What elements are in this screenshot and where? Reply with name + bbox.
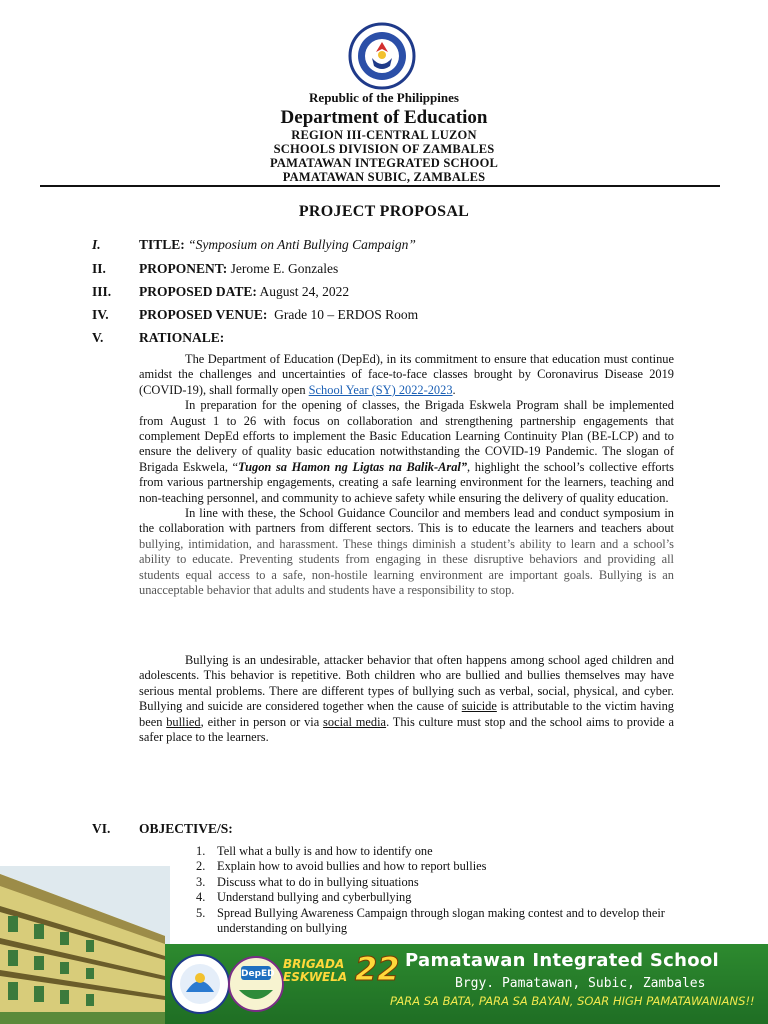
item-value: “Symposium on Anti Bullying Campaign”: [188, 237, 416, 252]
bullied-link[interactable]: bullied: [166, 714, 201, 729]
item-number: V.: [92, 330, 104, 345]
text-span: In preparation for the opening of classes, the Brigada Eskwela Program shall be implemented from August 1 to 26 with focus on collaboration and strengthening partnership engagements that complement DepEd efforts to implement the Basic Education Learning Continuity Plan (BE-LCP) and to ensure the delivery of quality basic education notwithstanding the COVID-19 Pandemic. The slogan of Brigada Eskwela, “: [139, 398, 674, 474]
rationale-paragraph: [139, 653, 674, 745]
footer-banner: [165, 944, 768, 1024]
header-school: PAMATAWAN INTEGRATED SCHOOL: [269, 156, 499, 170]
list-number: 1.: [196, 844, 206, 858]
text-span: . This culture must stop and the school aims to provide a safer place to the learners.: [139, 714, 674, 745]
list-text: Explain how to avoid bullies and how to report bullies: [217, 859, 487, 874]
item-label: TITLE:: [139, 237, 185, 252]
text-span: bullying, intimidation, and harassment. These things diminish a student’s ability to learn and a school’s ability to educate. Preventing students from engaging in these disruptive behaviors and providing all students equal access to a safe, non-hostile learning environment are important goals. Bullying is an unacceptable behavior that adults and students have a responsibility to stop.: [139, 536, 674, 598]
rationale-bullying: [139, 653, 674, 745]
banner-address: Brgy. Pamatawan, Subic, Zambales: [455, 976, 706, 991]
school-building-image: [0, 866, 170, 1024]
item-label: PROPOSED DATE:: [139, 284, 257, 299]
item-number: III.: [92, 284, 112, 299]
list-item: [196, 875, 676, 890]
rationale-paragraph: [139, 506, 674, 598]
item-number: II.: [92, 261, 106, 276]
banner-school-name: Pamatawan Integrated School: [405, 950, 720, 971]
text-span: , either in person or via: [200, 714, 324, 729]
text-span: Bullying is an undesirable, attacker behavior that often happens among school aged children and adolescents. This behavior is repetitive. Both children who are bullied and bullies themselves may have serious mental problems. There are different types of bullying such as verbal, social, physical, and cyber. Bullying and suicide are considered together when the cause of: [139, 653, 674, 714]
brigada-slogan: Tugon sa Hamon ng Ligtas na Balik-Aral”: [238, 459, 468, 474]
deped-seal-icon: [344, 22, 420, 90]
list-item: [196, 890, 676, 905]
header-division: SCHOOLS DIVISION OF ZAMBALES: [273, 142, 495, 156]
text-span: , highlight the school’s collective efforts from various partnership engagements, creating a safe learning environment for the learners, teaching and non-teaching personnel, and community to achieve safety while ensuring the delivery of quality education.: [139, 459, 675, 505]
header-department: Department of Education: [280, 107, 488, 128]
item-number: I.: [92, 237, 101, 252]
list-item: [196, 859, 676, 874]
list-number: 3.: [196, 874, 206, 889]
rationale-paragraph: [139, 352, 674, 398]
text-span: In line with these, the School Guidance Councilor and members lead and conduct symposium in the collaboration with partners from different sectors. This is to educate the learners and teachers about: [139, 506, 674, 536]
header-address: PAMATAWAN SUBIC, ZAMBALES: [282, 170, 486, 184]
list-text: Tell what a bully is and how to identify one: [217, 844, 433, 858]
suicide-link[interactable]: suicide: [461, 699, 497, 714]
brigada-text: BRIGADA: [283, 957, 345, 971]
objectives-list: [196, 844, 676, 936]
text-span: .: [452, 382, 456, 397]
list-text: Understand bullying and cyberbullying: [217, 890, 412, 905]
brigada-eskwela-logo: [283, 958, 347, 984]
school-logo-icon: [227, 946, 285, 1022]
header-region: REGION III-CENTRAL LUZON: [291, 128, 477, 142]
list-text: Discuss what to do in bullying situations: [217, 874, 419, 889]
eskwela-text: ESKWELA: [283, 970, 348, 984]
deped-logo-text: DepED: [241, 969, 275, 979]
social-media-link[interactable]: social media: [323, 714, 387, 729]
doc-title: PROJECT PROPOSAL: [298, 203, 470, 220]
banner-slogan: PARA SA BATA, PARA SA BAYAN, SOAR HIGH PAMATAWANIANS!!: [390, 994, 755, 1008]
text-span: is attributable to the victim having been: [139, 699, 674, 729]
item-number: VI.: [92, 821, 111, 836]
list-item: [196, 906, 676, 937]
list-number: 2.: [196, 859, 206, 874]
rationale-body: [139, 352, 674, 599]
header-divider: [40, 185, 720, 187]
item-number: IV.: [92, 307, 109, 322]
item-label: PROPOSED VENUE:: [139, 307, 268, 322]
item-value: Jerome E. Gonzales: [230, 261, 339, 276]
list-item: [196, 844, 676, 859]
rationale-paragraph: [139, 398, 674, 506]
list-number: 5.: [196, 905, 206, 920]
division-logo-icon: [169, 948, 231, 1020]
school-year-link[interactable]: School Year (SY) 2022-2023: [308, 382, 453, 397]
list-number: 4.: [196, 890, 206, 905]
header-republic: Republic of the Philippines: [309, 90, 459, 105]
brigada-year: 22: [355, 950, 400, 988]
text-span: The Department of Education (DepEd), in its commitment to ensure that education must continue amidst the challenges and uncertainties of face-to-face classes brought by Coronavirus Disease 2019 (COVID-19), shall formally open: [139, 352, 674, 397]
item-label: RATIONALE:: [139, 330, 225, 345]
item-value: Grade 10 – ERDOS Room: [274, 307, 419, 322]
list-text: Spread Bullying Awareness Campaign through slogan making contest and to develop their understanding on bullying: [217, 905, 665, 936]
item-label: OBJECTIVE/S:: [139, 821, 233, 836]
item-label: PROPONENT:: [139, 261, 228, 276]
item-value: August 24, 2022: [259, 284, 350, 299]
